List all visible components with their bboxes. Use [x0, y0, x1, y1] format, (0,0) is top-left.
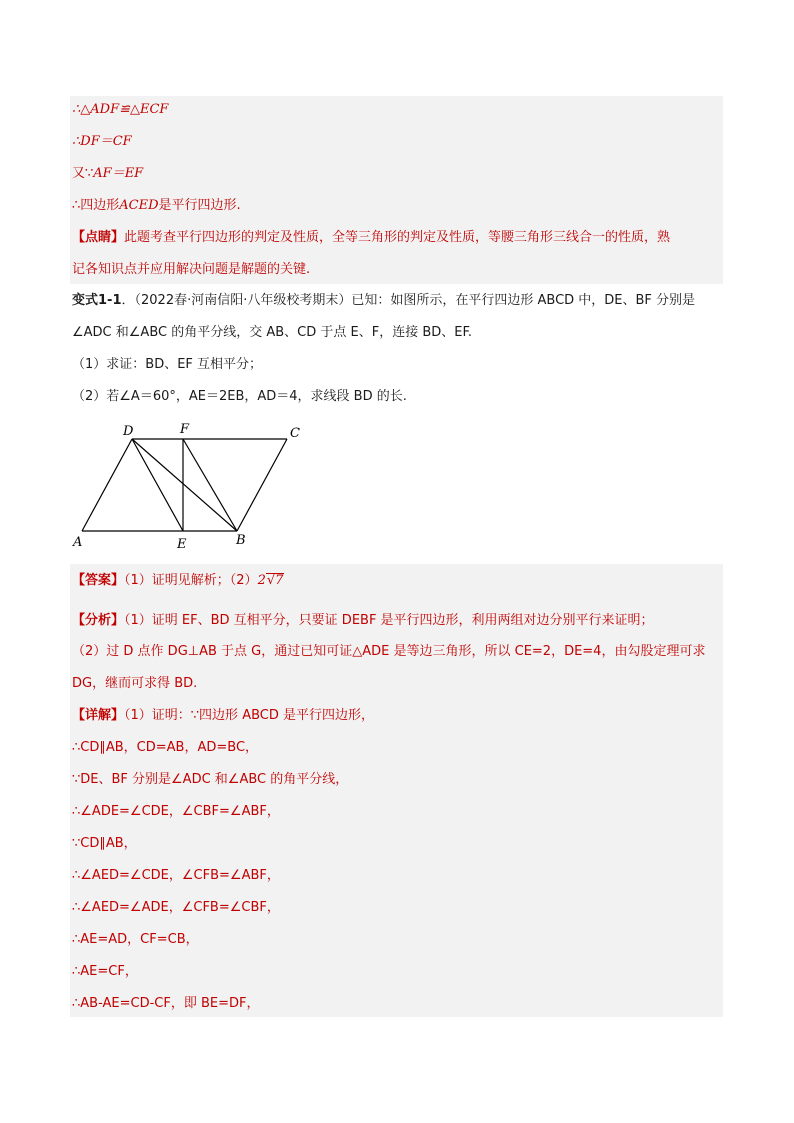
detail-tag: 【详解】	[72, 708, 125, 723]
label-F: F	[180, 422, 190, 437]
detail-line: ∵CD∥AB，	[72, 836, 137, 851]
sqrt-symbol: √7	[266, 573, 284, 588]
prev-solution-block	[70, 96, 723, 284]
question-2: （2）若∠A＝60°，AE＝2EB，AD＝4，求线段 BD 的长.	[72, 389, 407, 404]
problem-stem: 变式1-1．（2022春·河南信阳·八年级校考期末）已知：如图所示，在平行四边形 ABCD 中，DE、BF 分别是	[72, 293, 696, 308]
detail-line: ∴AE=AD，CF=CB，	[72, 932, 199, 947]
detail-line: 【详解】（1）证明：∵四边形 ABCD 是平行四边形，	[72, 708, 374, 723]
label-E: E	[177, 537, 187, 552]
label-D: D	[123, 424, 134, 439]
detail-line: ∴CD∥AB，CD=AB，AD=BC，	[72, 740, 259, 755]
analysis-tag: 【分析】	[72, 613, 125, 628]
question-1: （1）求证：BD、EF 互相平分；	[72, 357, 263, 372]
proof-line: ∴△ADF≌△ECF	[72, 102, 169, 117]
label-C: C	[290, 426, 300, 441]
answer-tag: 【答案】	[72, 573, 125, 588]
detail-line: ∴AB-AE=CD-CF，即 BE=DF，	[72, 996, 260, 1011]
comment-tag: 【点睛】	[72, 230, 125, 245]
comment-line: 记各知识点并应用解决问题是解题的关键.	[72, 262, 311, 277]
analysis-line: （2）过 D 点作 DG⊥AB 于点 G，通过已知可证△ADE 是等边三角形，所以 CE=2，DE=4，由勾股定理可求	[72, 644, 706, 659]
detail-line: ∴AE=CF，	[72, 964, 138, 979]
detail-line: ∴∠AED=∠CDE，∠CFB=∠ABF，	[72, 868, 280, 883]
label-A: A	[73, 535, 83, 550]
analysis-line: 【分析】（1）证明 EF、BD 互相平分，只要证 DEBF 是平行四边形，利用两组对边分别平行来证明；	[72, 613, 654, 628]
detail-line: ∴∠AED=∠ADE，∠CFB=∠CBF，	[72, 900, 280, 915]
proof-line: ∴DF＝CF	[72, 134, 132, 149]
detail-line: ∵DE、BF 分别是∠ADC 和∠ABC 的角平分线，	[72, 772, 349, 787]
detail-line: ∴∠ADE=∠CDE，∠CBF=∠ABF，	[72, 804, 280, 819]
proof-line: ∴四边形ACED是平行四边形.	[72, 198, 241, 213]
proof-line: 又∵AF＝EF	[72, 166, 144, 181]
problem-stem: ∠ADC 和∠ABC 的角平分线，交 AB、CD 于点 E、F，连接 BD、EF.	[72, 325, 472, 340]
parallelogram-figure	[70, 418, 310, 558]
label-B: B	[236, 533, 246, 548]
analysis-line: DG，继而可求得 BD.	[72, 676, 198, 691]
problem-label: 变式1-1	[72, 293, 122, 308]
answer-line: 【答案】（1）证明见解析；（2）2√7	[72, 573, 284, 588]
comment-line: 【点睛】此题考查平行四边形的判定及性质，全等三角形的判定及性质，等腰三角形三线合一的性质，熟	[72, 230, 671, 245]
